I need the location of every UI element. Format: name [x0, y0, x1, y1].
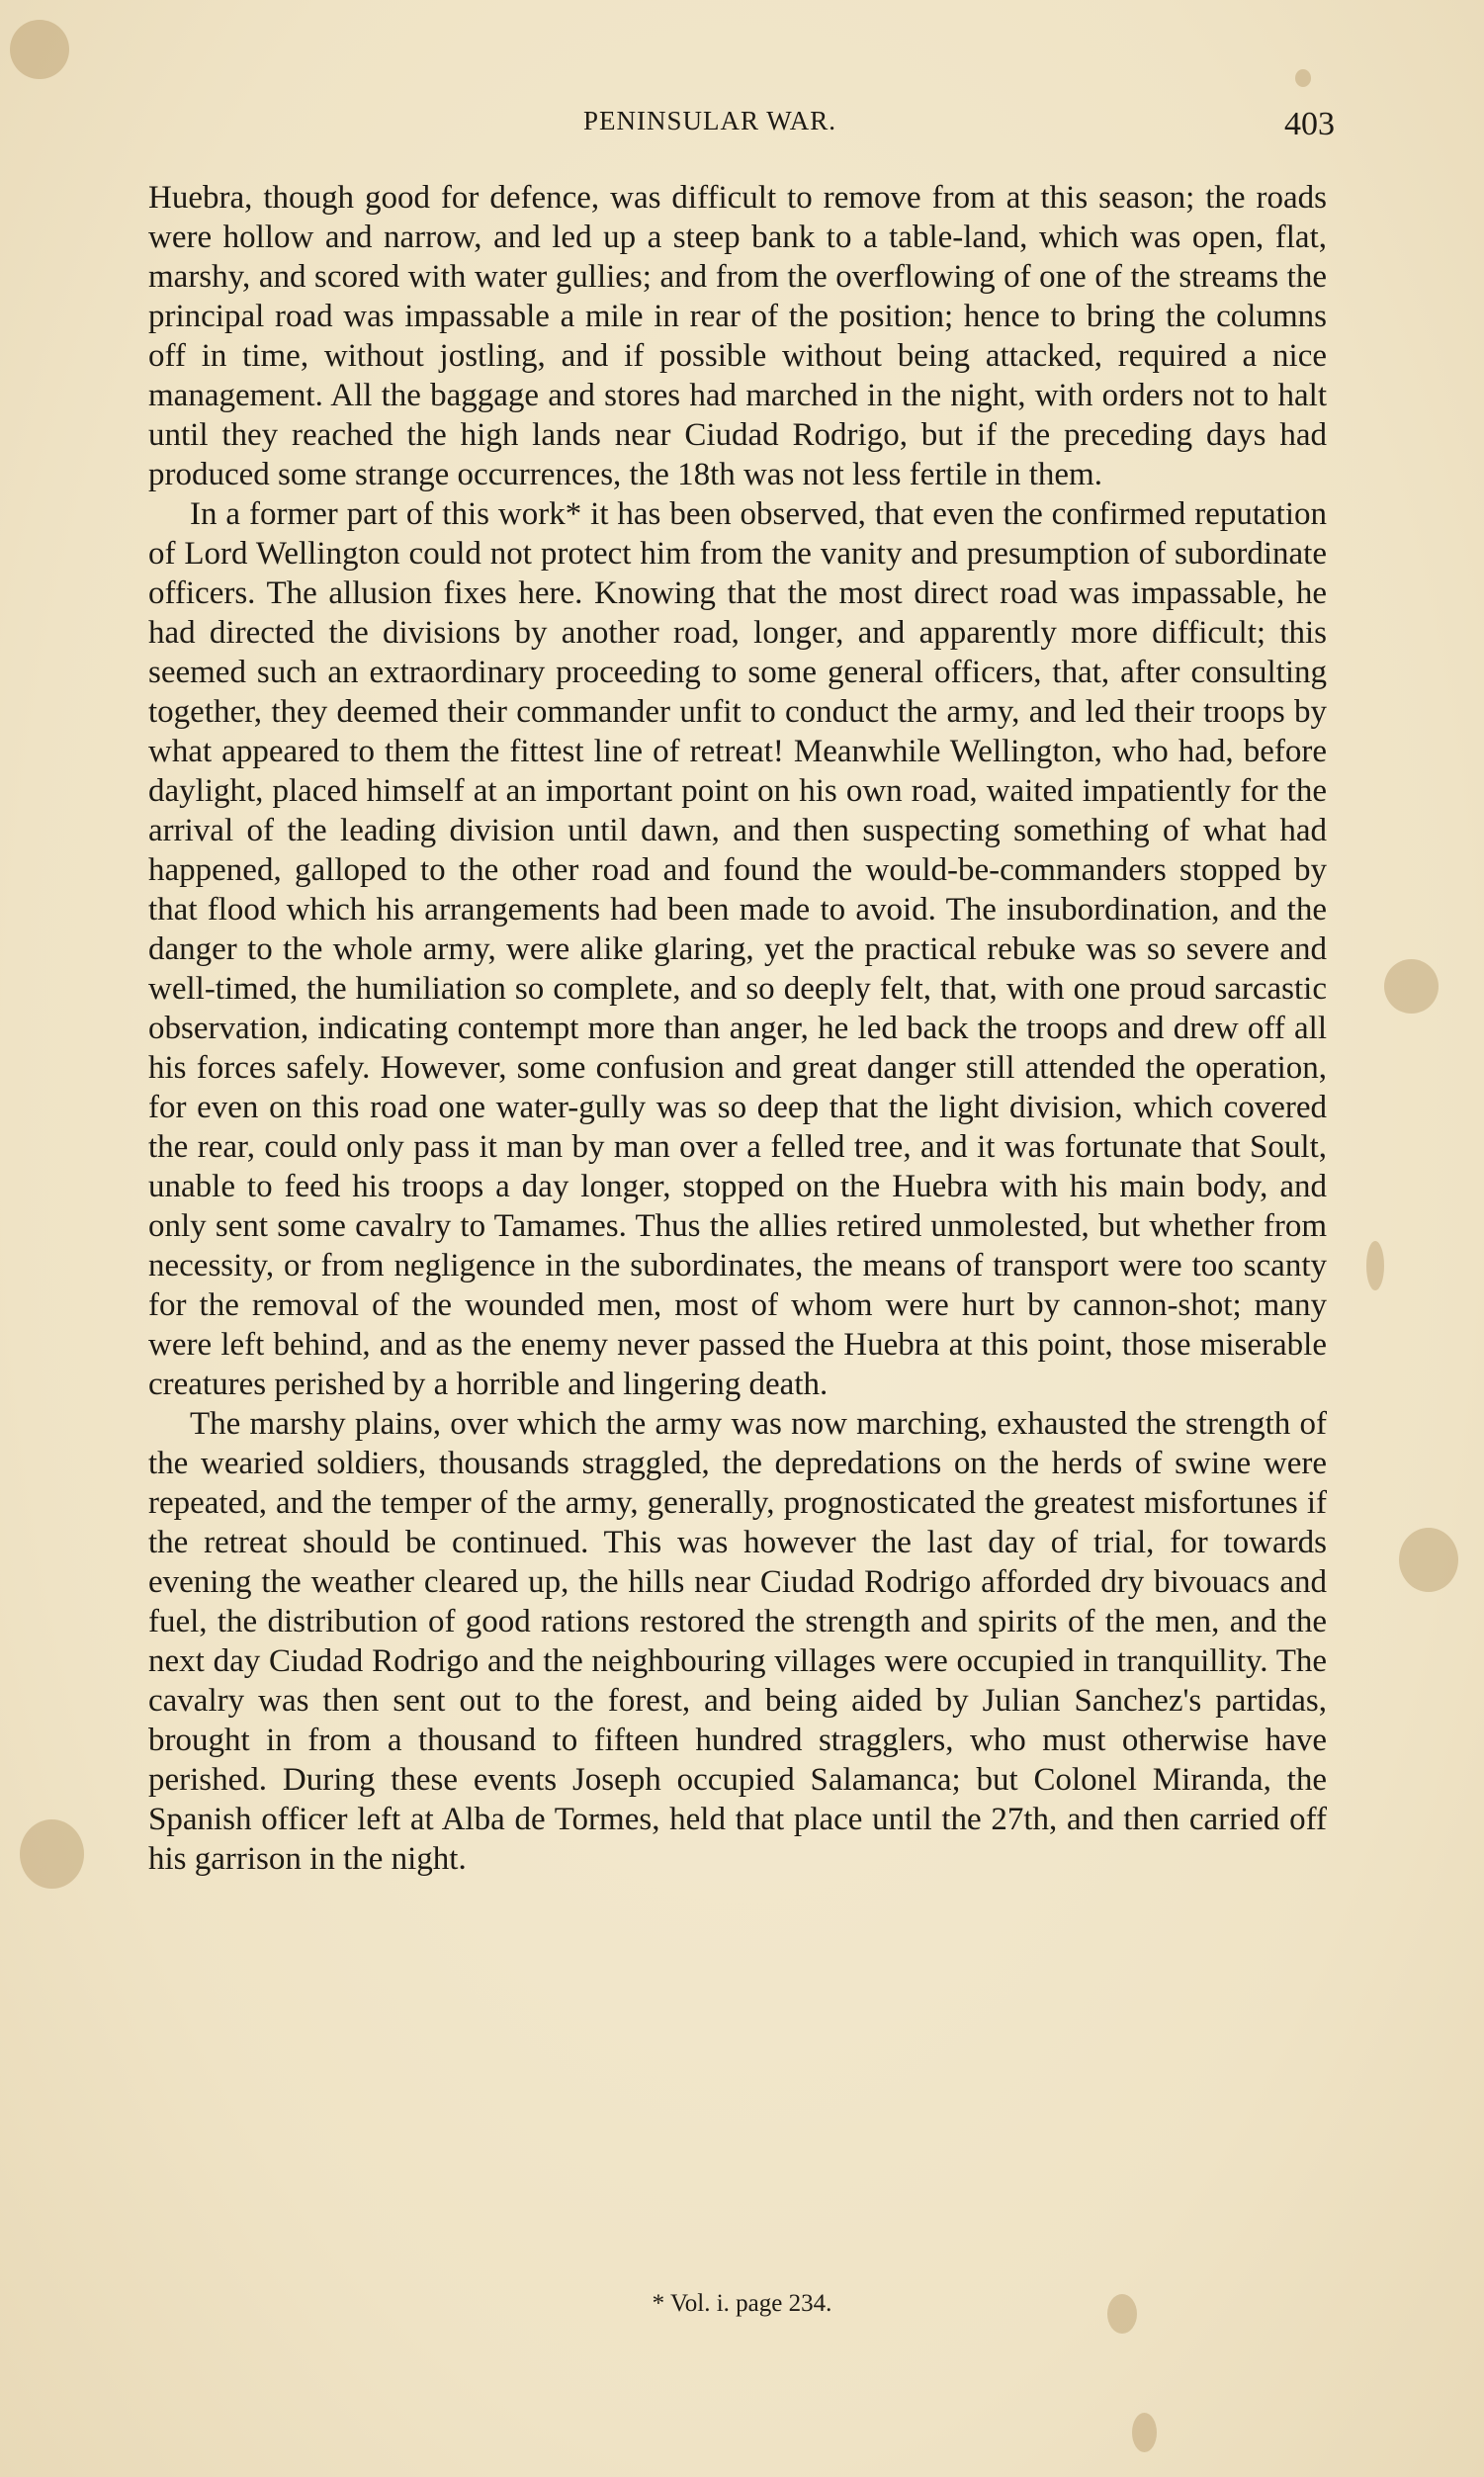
foxing-spot	[20, 1819, 84, 1889]
paragraph: In a former part of this work* it has been observed, that even the confirmed reputation of Lord Wellington could not protect him from the vanity and presumption of subordinate officers. The allusion fixes here. Knowing that the most direct road was impassable, he had directed the divisions by another road, longer, and apparently more difficult; this seemed such an extraordinary proceeding to some general officers, that, after consulting together, they deemed their commander unfit to conduct the army, and led their troops by what appeared to them the fittest line of retreat! Meanwhile Wellington, who had, before daylight, placed himself at an important point on his own road, waited impatiently for the arrival of the leading division until dawn, and then suspecting something of what had happened, galloped to the other road and found the would-be-commanders stopped by that flood which his arrangements had been made to avoid. The insubordination, and the danger to the whole army, were alike glaring, yet the practical rebuke was so severe and well-timed, the humiliation so complete, and so deeply felt, that, with one proud sarcastic observation, indicating contempt more than anger, he led back the troops and drew off all his forces safely. However, some confusion and great danger still attended the operation, for even on this road one water-gully was so deep that the light division, which covered the rear, could only pass it man by man over a felled tree, and it was fortunate that Soult, unable to feed his troops a day longer, stopped on the Huebra with his main body, and only sent some cavalry to Tamames. Thus the allies retired unmolested, but whether from necessity, or from negligence in the subordinates, the means of transport were too scanty for the removal of the wounded men, most of whom were hurt by cannon-shot; many were left behind, and as the enemy never passed the Huebra at this point, those miserable creatures perished by a horrible and lingering death.	[148, 496, 1327, 1402]
body-text	[148, 178, 1327, 1879]
page-number: 403	[1284, 106, 1335, 142]
page-header	[148, 102, 1335, 151]
paragraph: Huebra, though good for defence, was difficult to remove from at this season; the roads were hollow and narrow, and led up a steep bank to a table-land, which was open, flat, marshy, and scored with water gullies; and from the overflowing of one of the streams the principal road was impassable a mile in rear of the position; hence to bring the columns off in time, without jostling, and if possible without being attacked, required a nice management. All the baggage and stores had marched in the night, with orders not to halt until they reached the high lands near Ciudad Rodrigo, but if the preceding days had produced some strange occurrences, the 18th was not less fertile in them.	[148, 180, 1327, 492]
foxing-spot	[1366, 1241, 1384, 1290]
paragraph: The marshy plains, over which the army was now marching, exhausted the strength of the wearied soldiers, thousands straggled, the depredations on the herds of swine were repeated, and the temper of the army, generally, prognosticated the greatest misfortunes if the retreat should be continued. This was however the last day of trial, for towards evening the weather cleared up, the hills near Ciudad Rodrigo afforded dry bivouacs and fuel, the distribution of good rations restored the strength and spirits of the men, and the next day Ciudad Rodrigo and the neighbouring villages were occupied in tranquillity. The cavalry was then sent out to the forest, and being aided by Julian Sanchez's partidas, brought in from a thousand to fifteen hundred stragglers, who must otherwise have perished. During these events Joseph occupied Salamanca; but Colonel Miranda, the Spanish officer left at Alba de Tormes, held that place until the 27th, and then carried off his garrison in the night.	[148, 1406, 1327, 1877]
footnote: * Vol. i. page 234.	[652, 2290, 832, 2317]
foxing-spot	[1399, 1528, 1458, 1592]
foxing-spot	[1132, 2413, 1157, 2452]
foxing-spot	[1295, 69, 1311, 87]
foxing-spot	[10, 20, 69, 79]
foxing-spot	[1384, 959, 1439, 1014]
running-head: PENINSULAR WAR.	[583, 106, 837, 135]
